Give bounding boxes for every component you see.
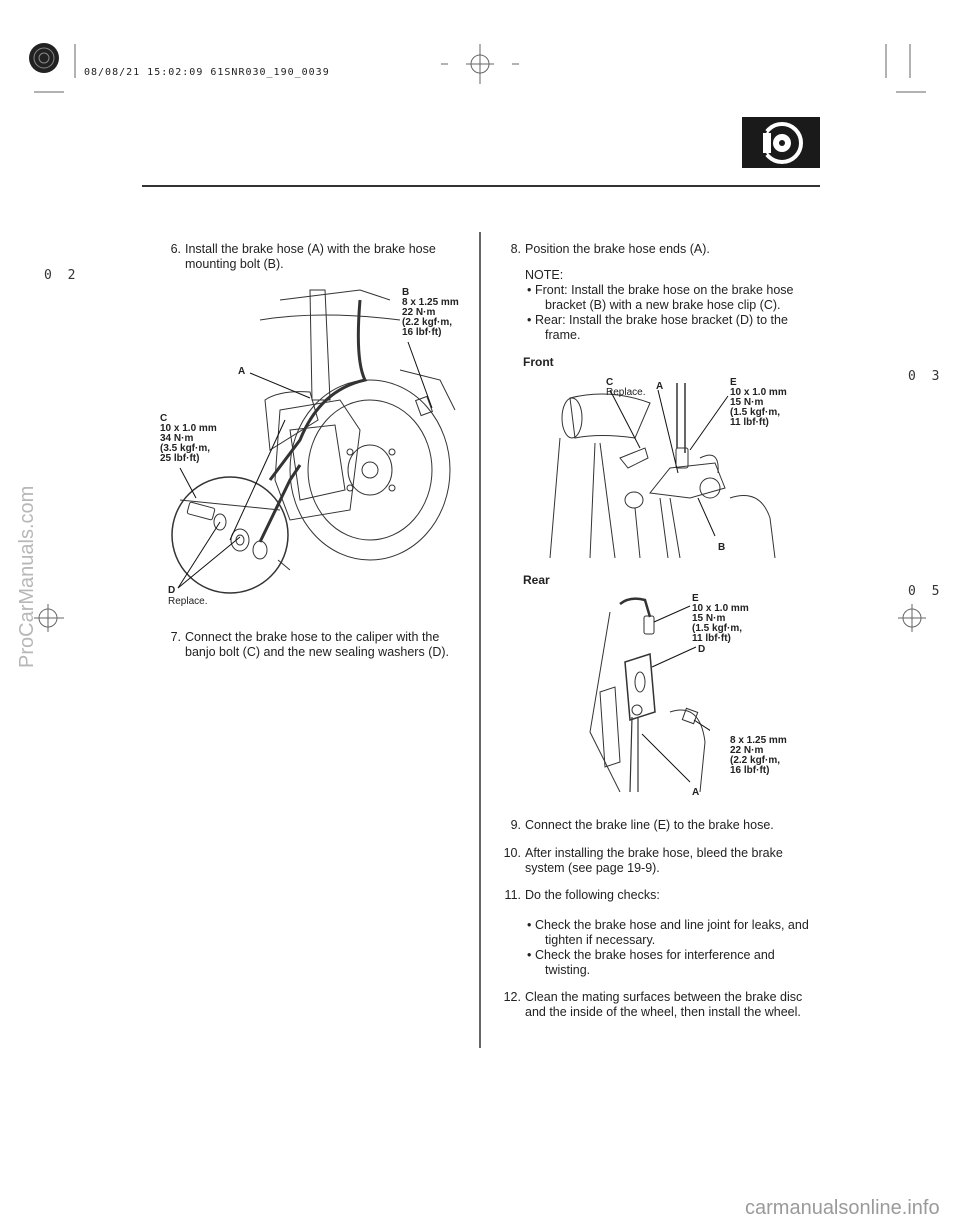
step-number: 7. xyxy=(170,630,181,644)
step-number: 10. xyxy=(503,846,521,860)
front-note-c: Replace. xyxy=(606,387,646,398)
step-9: 9. Connect the brake line (E) to the brake hose. xyxy=(497,818,817,833)
front-spec-e: 10 x 1.0 mm 15 N·m (1.5 kgf·m, 11 lbf·ft) xyxy=(730,387,787,428)
rear-spec-bolt: 8 x 1.25 mm 22 N·m (2.2 kgf·m, 16 lbf·ft) xyxy=(730,735,787,776)
note-bullet: • Front: Install the brake hose on the brake hose bracket (B) with a new brake hose clip (C). xyxy=(497,283,817,313)
front-label-a: A xyxy=(656,381,664,392)
rear-title: Rear xyxy=(523,573,550,587)
note-bullet: • Rear: Install the brake hose bracket (D) to the frame. xyxy=(497,313,817,343)
check-bullet: • Check the brake hoses for interference and twisting. xyxy=(497,948,817,978)
section-icon-box xyxy=(742,117,820,168)
check-bullet: • Check the brake hose and line joint for leaks, and tighten if necessary. xyxy=(497,918,817,948)
margin-mark: 0 5 xyxy=(908,584,944,599)
step-10: 10. After installing the brake hose, bleed the brake system (see page 19-9). xyxy=(497,846,817,876)
rear-label-a: A xyxy=(692,787,700,798)
step-6: 6. Install the brake hose (A) with the brake hose mounting bolt (B). xyxy=(157,242,467,272)
label-a: A xyxy=(238,366,246,377)
step-7: 7. Connect the brake hose to the caliper with the banjo bolt (C) and the new sealing washers (D). xyxy=(157,630,467,660)
rear-spec-e: 10 x 1.0 mm 15 N·m (1.5 kgf·m, 11 lbf·ft) xyxy=(692,603,749,644)
rear-label-d: D xyxy=(698,644,706,655)
label-c: C xyxy=(160,413,168,424)
label-d: D xyxy=(168,585,176,596)
step-number: 8. xyxy=(510,242,521,256)
step-number: 6. xyxy=(170,242,181,256)
note-block xyxy=(497,268,817,343)
step-8: 8. Position the brake hose ends (A). xyxy=(497,242,817,257)
step-11: 11. Do the following checks: xyxy=(497,888,817,903)
step-12: 12. Clean the mating surfaces between the brake disc and the inside of the wheel, then install the wheel. xyxy=(497,990,817,1020)
note-label: NOTE: xyxy=(525,268,564,282)
margin-mark: 0 3 xyxy=(908,369,944,384)
front-label-c: C xyxy=(606,377,614,388)
footer-watermark: carmanualsonline.info xyxy=(745,1197,940,1219)
registration-target-icon xyxy=(29,43,59,73)
brake-disc-icon xyxy=(742,117,820,168)
rear-hose-illustration xyxy=(560,592,710,792)
side-watermark: ProCarManuals.com xyxy=(16,485,38,668)
check-list xyxy=(497,918,817,978)
spec-c: 10 x 1.0 mm 34 N·m (3.5 kgf·m, 25 lbf·ft) xyxy=(160,423,217,464)
margin-mark: 0 2 xyxy=(44,268,80,283)
step-number: 11. xyxy=(504,888,521,902)
label-b: B xyxy=(402,287,410,298)
note-d: Replace. xyxy=(168,596,208,607)
front-title: Front xyxy=(523,355,554,369)
spec-b: 8 x 1.25 mm 22 N·m (2.2 kgf·m, 16 lbf·ft) xyxy=(402,297,459,338)
step-number: 12. xyxy=(503,990,521,1004)
front-label-e: E xyxy=(730,377,737,388)
front-label-b: B xyxy=(718,542,726,553)
rear-label-e: E xyxy=(692,593,699,604)
step-number: 9. xyxy=(510,818,521,832)
print-timestamp: 08/08/21 15:02:09 61SNR030_190_0039 xyxy=(84,67,330,78)
